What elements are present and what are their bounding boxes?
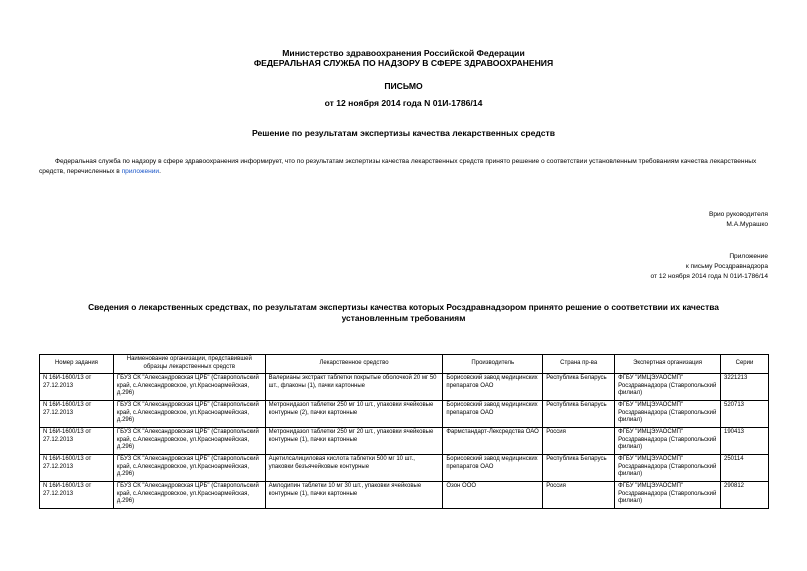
header-organization: Наименование организации, представившей образцы лекарственных средств	[113, 355, 265, 374]
document-type: ПИСЬМО	[384, 81, 423, 91]
cell-medicine: Ацетилсалициловая кислота таблетки 500 мг 10 шт., упаковки безъячейковые контурные	[265, 455, 443, 482]
cell-country: Республика Беларусь	[543, 401, 615, 428]
table-row	[40, 401, 769, 428]
table-row	[40, 428, 769, 455]
cell-series: 3221213	[720, 374, 768, 401]
header-medicine: Лекарственное средство	[265, 355, 443, 374]
appendix-to: к письму Росздравнадзора	[685, 263, 768, 270]
cell-country: Россия	[543, 482, 615, 509]
header-expert-org: Экспертная организация	[615, 355, 721, 374]
cell-medicine: Валерианы экстракт таблетки покрытые оболочкой 20 мг 50 шт., флаконы (1), пачки картонные	[265, 374, 443, 401]
header-country: Страна пр-ва	[543, 355, 615, 374]
cell-task-number: N 16И-1600/13 от 27.12.2013	[40, 482, 114, 509]
intro-end: .	[159, 168, 161, 175]
cell-series: 290812	[720, 482, 768, 509]
cell-medicine: Амлодипин таблетки 10 мг 30 шт., упаковки ячейковые контурные (1), пачки картонные	[265, 482, 443, 509]
cell-organization: ГБУЗ СК "Александровская ЦРБ" (Ставропольский край, с.Александровское, ул.Красноармейская, д.296)	[113, 374, 265, 401]
cell-expert-org: ФГБУ "ИМЦЭУАОСМП" Росздравнадзора (Ставропольский филиал)	[615, 401, 721, 428]
cell-task-number: N 16И-1600/13 от 27.12.2013	[40, 455, 114, 482]
table-row	[40, 482, 769, 509]
document-date: от 12 ноября 2014 года N 01И-1786/14	[324, 98, 483, 108]
cell-task-number: N 16И-1600/13 от 27.12.2013	[40, 401, 114, 428]
appendix-title: Приложение	[729, 253, 768, 260]
cell-organization: ГБУЗ СК "Александровская ЦРБ" (Ставропольский край, с.Александровское, ул.Красноармейская, д.296)	[113, 428, 265, 455]
cell-task-number: N 16И-1600/13 от 27.12.2013	[40, 374, 114, 401]
cell-country: Россия	[543, 428, 615, 455]
document-subject: Решение по результатам экспертизы качества лекарственных средств	[251, 128, 556, 138]
cell-expert-org: ФГБУ "ИМЦЭУАОСМП" Росздравнадзора (Ставропольский филиал)	[615, 428, 721, 455]
cell-country: Республика Беларусь	[543, 374, 615, 401]
cell-manufacturer: Борисовский завод медицинских препаратов ОАО	[443, 455, 543, 482]
cell-task-number: N 16И-1600/13 от 27.12.2013	[40, 428, 114, 455]
cell-series: 520713	[720, 401, 768, 428]
cell-expert-org: ФГБУ "ИМЦЭУАОСМП" Росздравнадзора (Ставропольский филиал)	[615, 455, 721, 482]
cell-expert-org: ФГБУ "ИМЦЭУАОСМП" Росздравнадзора (Ставропольский филиал)	[615, 482, 721, 509]
cell-organization: ГБУЗ СК "Александровская ЦРБ" (Ставропольский край, с.Александровское, ул.Красноармейская, д.296)	[113, 482, 265, 509]
signature-block	[709, 210, 768, 230]
cell-expert-org: ФГБУ "ИМЦЭУАОСМП" Росздравнадзора (Ставропольский филиал)	[615, 374, 721, 401]
cell-country: Республика Беларусь	[543, 455, 615, 482]
intro-text: Федеральная служба по надзору в сфере здравоохранения информирует, что по результатам экспертизы качества лекарственных средств принято решение о соответствии установленным требованиям качества лекарственных средств, перечисленных в	[39, 158, 757, 175]
medicines-table	[39, 354, 769, 509]
header-manufacturer: Производитель	[443, 355, 543, 374]
cell-series: 250114	[720, 455, 768, 482]
cell-organization: ГБУЗ СК "Александровская ЦРБ" (Ставропольский край, с.Александровское, ул.Красноармейская, д.296)	[113, 401, 265, 428]
appendix-block	[650, 252, 768, 282]
cell-manufacturer: Озон ООО	[443, 482, 543, 509]
cell-manufacturer: Борисовский завод медицинских препаратов ОАО	[443, 374, 543, 401]
intro-paragraph	[39, 157, 769, 177]
table-header-row	[40, 355, 769, 374]
service-title: ФЕДЕРАЛЬНАЯ СЛУЖБА ПО НАДЗОРУ В СФЕРЕ ЗДРАВООХРАНЕНИЯ	[253, 58, 554, 68]
cell-medicine: Метронидазол таблетки 250 мг 20 шт., упаковки ячейковые контурные (1), пачки картонные	[265, 428, 443, 455]
signature-name: М.А.Мурашко	[726, 221, 768, 228]
appendix-heading: Сведения о лекарственных средствах, по результатам экспертизы качества которых Росздравнадзором принято решение о соответствии их качества установленным требованиям	[88, 302, 719, 323]
cell-organization: ГБУЗ СК "Александровская ЦРБ" (Ставропольский край, с.Александровское, ул.Красноармейская, д.296)	[113, 455, 265, 482]
cell-manufacturer: Борисовский завод медицинских препаратов ОАО	[443, 401, 543, 428]
appendix-link[interactable]: приложении	[121, 168, 160, 175]
ministry-title: Министерство здравоохранения Российской Федерации	[282, 48, 525, 58]
signature-position: Врио руководителя	[708, 211, 768, 218]
table-row	[40, 374, 769, 401]
header-task-number: Номер задания	[40, 355, 114, 374]
cell-manufacturer: Фармстандарт-Лексредства ОАО	[443, 428, 543, 455]
table-row	[40, 455, 769, 482]
appendix-date: от 12 ноября 2014 года N 01И-1786/14	[650, 273, 768, 280]
header-series: Серии	[720, 355, 768, 374]
cell-medicine: Метронидазол таблетки 250 мг 10 шт., упаковки ячейковые контурные (2), пачки картонные	[265, 401, 443, 428]
cell-series: 190413	[720, 428, 768, 455]
